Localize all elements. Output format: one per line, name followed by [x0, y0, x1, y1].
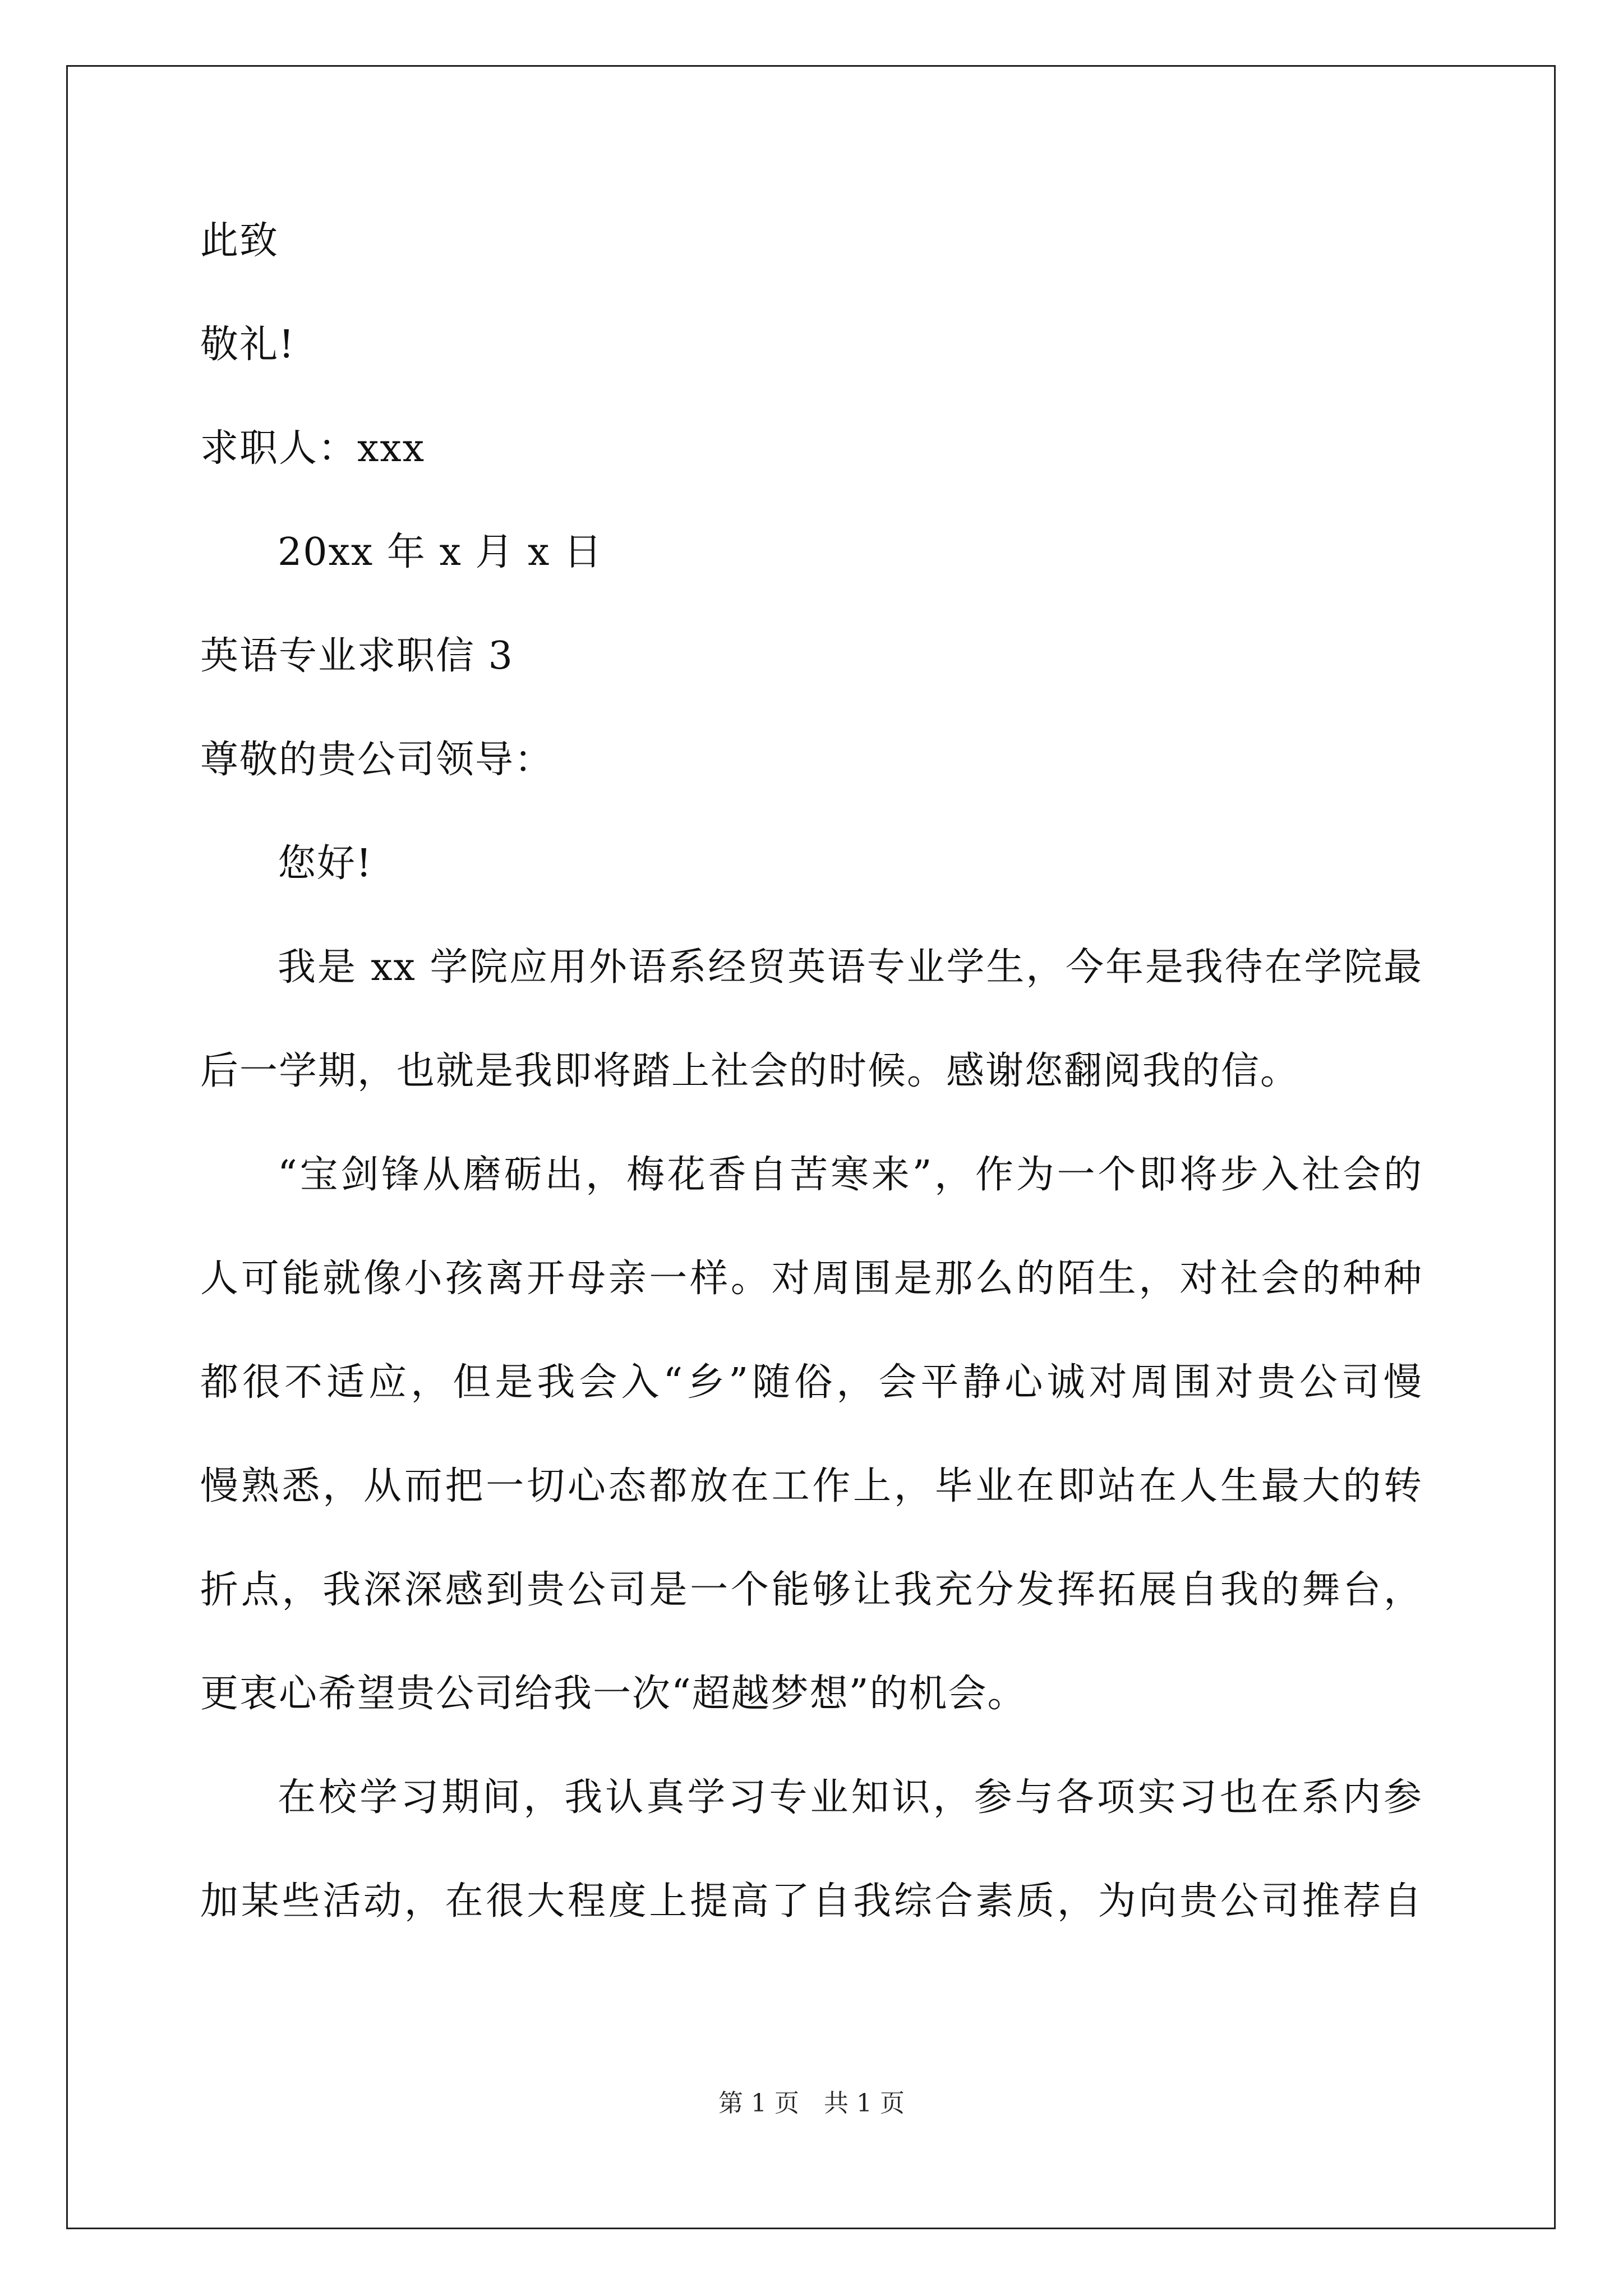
paragraph-2-line-6: 更衷心希望贵公司给我一次“超越梦想”的机会。 — [200, 1672, 1027, 1716]
date-line: 20xx 年 x 月 x 日 — [278, 530, 603, 574]
signature-line: 求职人：xxx — [200, 426, 426, 471]
paragraph-1-line-2: 后一学期，也就是我即将踏上社会的时候。感谢您翻阅我的信。 — [200, 1049, 1300, 1093]
paragraph-2-line-5: 折点，我深深感到贵公司是一个能够让我充分发挥拓展自我的舞台， — [200, 1568, 1423, 1612]
closing-line-1: 此致 — [200, 219, 279, 263]
paragraph-2-line-2: 人可能就像小孩离开母亲一样。对周围是那么的陌生，对社会的种种 — [200, 1257, 1423, 1301]
paragraph-1-line-1: 我是 xx 学院应用外语系经贸英语专业学生，今年是我待在学院最 — [278, 945, 1423, 990]
page-footer: 第 1 页 共 1 页 — [718, 2089, 905, 2118]
paragraph-3-line-1: 在校学习期间，我认真学习专业知识，参与各项实习也在系内参 — [278, 1775, 1423, 1820]
salutation-line: 尊敬的贵公司领导： — [200, 738, 554, 782]
closing-line-2: 敬礼! — [200, 323, 296, 367]
paragraph-2-line-1: “宝剑锋从磨砺出，梅花香自苦寒来”，作为一个即将步入社会的 — [278, 1153, 1423, 1197]
letter-heading: 英语专业求职信 3 — [200, 634, 514, 678]
paragraph-2-line-3: 都很不适应，但是我会入“乡”随俗，会平静心诚对周围对贵公司慢 — [200, 1360, 1423, 1405]
paragraph-2-line-4: 慢熟悉，从而把一切心态都放在工作上，毕业在即站在人生最大的转 — [200, 1464, 1423, 1508]
paragraph-3-line-2: 加某些活动，在很大程度上提高了自我综合素质，为向贵公司推荐自 — [200, 1879, 1423, 1924]
greeting-line: 您好! — [278, 841, 373, 886]
